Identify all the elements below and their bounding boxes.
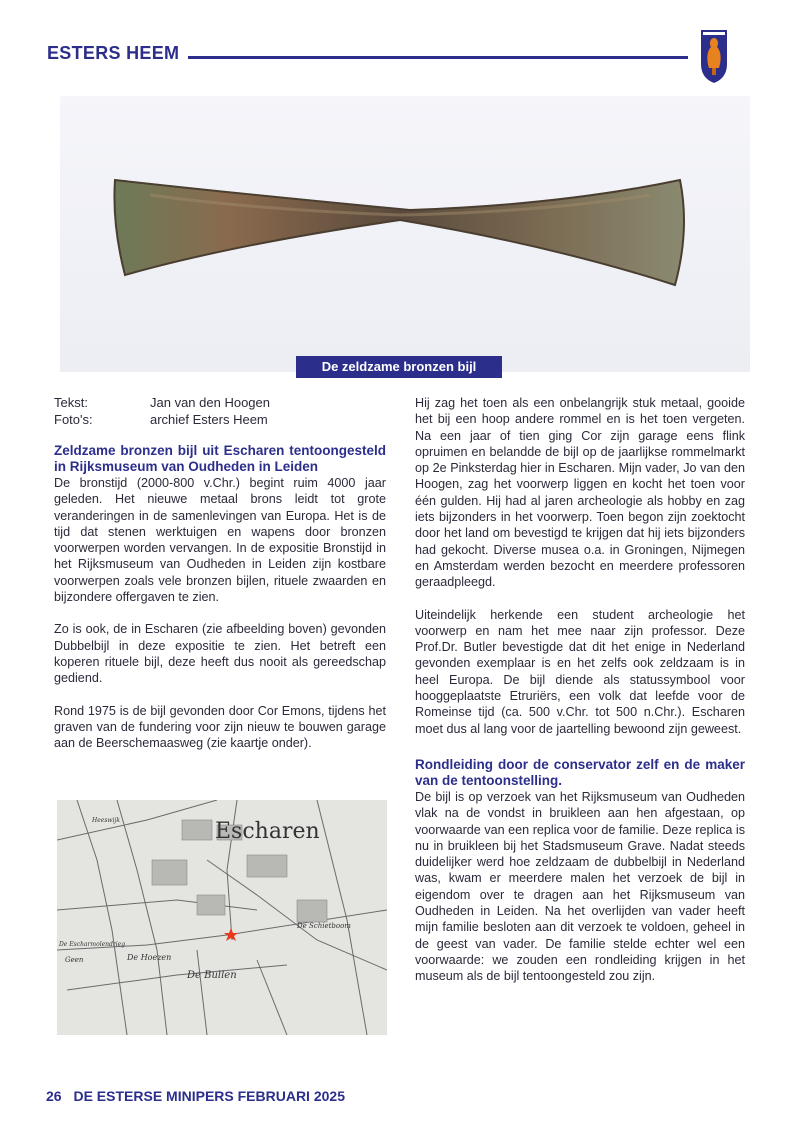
page-number: 26 [46, 1088, 62, 1104]
paragraph: Rond 1975 is de bijl gevonden door Cor Emons, tijdens het graven van de fundering voor zijn nieuw te bouwen garage aan de Beerschemaasweg (zie kaartje onder). [54, 703, 386, 751]
footer [46, 1088, 345, 1104]
map-label: De Schietboom [297, 922, 351, 930]
paragraph: Zo is ook, de in Escharen (zie afbeelding boven) gevonden Dubbelbijl in deze expositie te zien. Het betreft een koperen rituele bijl, deze heeft dus nooit als gereedschap gediend. [54, 622, 386, 686]
photo-caption: De zeldzame bronzen bijl [296, 356, 502, 378]
map-label: Geen [65, 956, 84, 964]
map-label: De Bullen [187, 970, 237, 981]
publication-name: DE ESTERSE MINIPERS FEBRUARI 2025 [73, 1088, 345, 1104]
header-rule [188, 56, 688, 59]
credit-value: archief Esters Heem [150, 412, 268, 427]
map-title: Escharen [215, 819, 320, 844]
header-title: ESTERS HEEM [47, 43, 180, 63]
paragraph: De bijl is op verzoek van het Rijksmuseum van Oudheden vlak na de vondst in bruikleen aan hen afgestaan, op voorwaarde van een replica voor de familie. Deze replica is nu in bruikleen bij het Stadsmuseum Grave. Nadat steeds duidelijker werd hoe zeldzaam de dubbelbijl in Nederland was, kwam er meerdere malen het verzoek de bijl in eigendom over te dragen aan het Rijksmuseum van Oudheden in Leiden. Na het overlijden van vader heeft mijn familie besloten aan dit verzoek te voldoen, geheel in de geest van vader. De familie stelde echter wel een voorwaarde: we zouden een rondleiding krijgen in het museum als de bijl tentoongesteld zou zijn. [415, 789, 745, 984]
crest-icon [700, 28, 728, 84]
article-heading: Zeldzame bronzen bijl uit Escharen tentoongesteld in Rijksmuseum van Oudheden in Leiden [54, 443, 386, 474]
article-subheading: Rondleiding door de conservator zelf en de maker van de tentoonstelling. [415, 756, 745, 788]
paragraph: Hij zag het toen als een onbelangrijk stuk metaal, gooide het bij een hoop andere rommel en is het toen vergeten. Na een jaar of tien ging Cor zijn garage eens flink opruimen en belandde de bijl op de jaarlijkse rommelmarkt op 2e Pinksterdag hier in Escharen. Mijn vader, Jo van den Hoogen, zag het voorwerp liggen en kocht het toen voor één gulden. Hij had al jaren archeologie als hobby en zag iets bijzonders in het voorwerp. Toen begon zijn zoektocht door het land om bevestigd te krijgen dat hij iets bijzonders had gekocht. Diverse musea o.a. in Groningen, Nijmegen en Amsterdam werden bezocht en meerdere professoren geraadpleegd. [415, 396, 745, 590]
credit-label: Foto's: [54, 412, 93, 427]
credit-photos [54, 412, 268, 427]
right-column [415, 395, 745, 1001]
escharen-map [57, 800, 387, 1035]
map-label: Heeswijk [92, 817, 120, 824]
credit-label: Tekst: [54, 395, 88, 410]
paragraph: Uiteindelijk herkende een student archeologie het voorwerp en nam het mee naar zijn professor. Deze Prof.Dr. Butler bevestigde dat dit het enige in Nederland gevonden exemplaar is en het zelfs ook zeldzaam is in heel Europa. De bijl diende als statussymbool voor hooggeplaatste Etruriërs, een volk dat leefde voor de Romeinse tijd (ca. 500 v.Chr. tot 500 n.Chr.). Escharen moet dus al lang voor de jaartelling bewoond zijn geweest. [415, 607, 745, 736]
paragraph: De bronstijd (2000-800 v.Chr.) begint ruim 4000 jaar geleden. Het nieuwe metaal brons leidt tot grote veranderingen in de samenlevingen van Europa. Het is de tijd dat stenen werktuigen en wapens door bronzen voorwerpen worden vervangen. In de expositie Bronstijd in het Rijksmuseum van Oudheden in Leiden zijn kostbare voorwerpen zoals vele bronzen bijlen, rituele zwaarden en bijzondere offergaven te zien. [54, 476, 386, 605]
credit-value: Jan van den Hoogen [150, 395, 270, 410]
credit-text [54, 395, 270, 410]
left-column [54, 443, 386, 767]
map-label: De Escharmolendrieg [59, 941, 126, 948]
map-label: De Hoezen [127, 953, 172, 962]
bronze-axe-image [110, 150, 690, 295]
